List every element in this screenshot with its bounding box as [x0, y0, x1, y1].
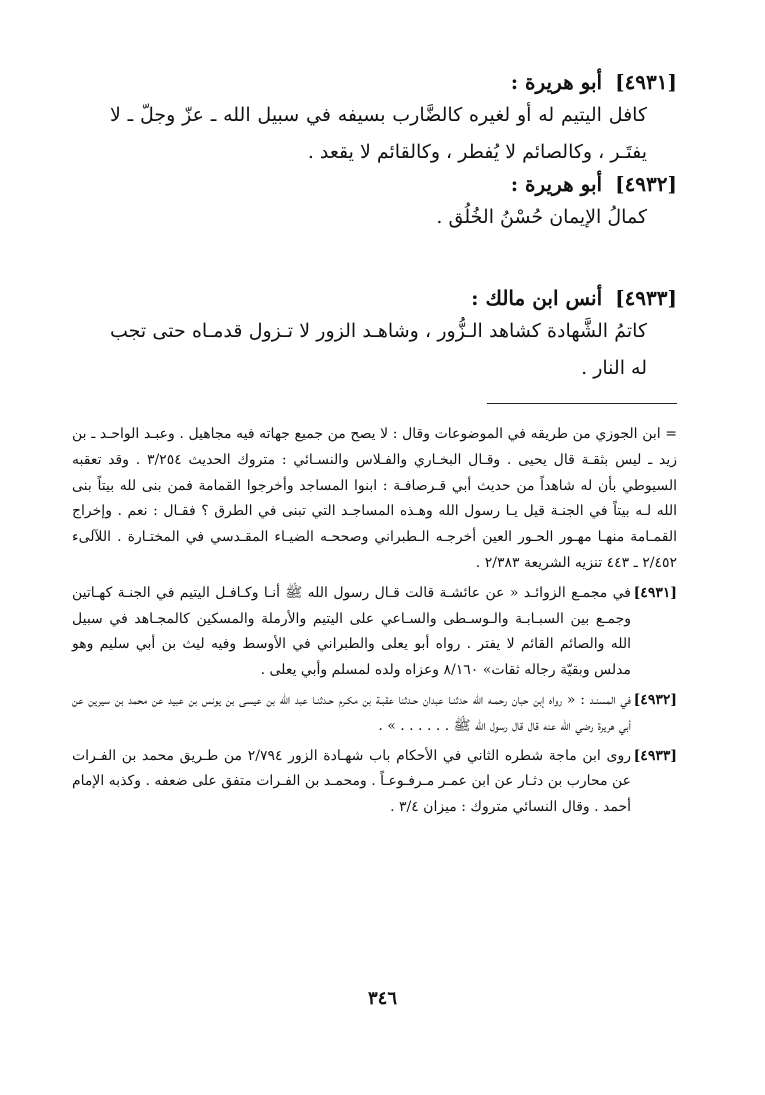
footnote-text: روى ابن ماجة شطره الثاني في الأحكام باب شهـادة الزور ٢/٧٩٤ من طـريق محمد بن الفـرات عن محارب بن دثـار عن ابن عمـر مـرفـوعـاً . ومحمـد بن الفـرات متفق على ضعفه . وكذبه الإمام أحمد . وقال النسائي متروك : ميزان ٣/٤ . [72, 747, 631, 816]
footnote-number: [٤٩٣١] [633, 584, 677, 601]
entry-narrator: أنس ابن مالك : [471, 286, 603, 310]
entry-number: [٤٩٣٣] [615, 286, 677, 310]
footnote-text: في المسنـد : « رواه إبن حبان رحمـه الله حدثنـا عبدان حـدثنا عقبـة بن مكـرم حـدثنـا عبد الله بن عيسى بن يونس بن عبيد عن محمد بن سيرين عن أبي هريرة رضي الله عنه قال قال رسول الله ﷺ . . . . . . » . [72, 691, 631, 734]
footnote-number: [٤٩٣٢] [633, 691, 677, 708]
entry-narrator: أبو هريرة : [510, 70, 603, 94]
entry-text: كافل اليتيم له أو لغيره كالضَّارب بسيفه في سبيل الله ـ عزّ وجلّ ـ لا يفتَـر ، وكالصائم لا يُفطر ، وكالقائم لا يقعد . [110, 104, 647, 163]
entry-text: كمالُ الإيمان حُسْنُ الخُلُق . [436, 206, 647, 228]
entry-heading [110, 67, 677, 97]
entry-narrator: أبو هريرة : [510, 172, 603, 196]
entry-number: [٤٩٣٢] [615, 172, 677, 196]
footnotes [72, 422, 677, 821]
footnote-continuation: = ابن الجوزي من طريقه في الموضوعات وقال : لا يصح من جميع جهاته فيه مجاهيل . وعبـد الواحـد ـ بن زيد ـ ليس بثقـة قال يحيى . وقـال البخـاري والفـلاس والنسـائي : متروك الحديث ٣/٢٥٤ . وقد تعقبه السيوطي بأن له شاهداً من حديث أبي قـرصافـة : ابنوا المساجد وأخرجوا القمامة فمن بنى لله بيتاً بنى الله لـه بيتاً في الجنـة قيل يـا رسول الله وهـذه المساجـد التي تبنى في الطرق ؟ فقـال : نعم . وإخراج القمـامة منهـا مهـور الحـور العين أخرجـه الـطبراني وصححـه الضيـاء المقـدسي في المختـارة . اللآلىء ٢/٤٥٢ ـ ٤٤٣ تنزيه الشريعة ٢/٣٨٣ . [72, 426, 677, 571]
hadith-entry-4933 [110, 283, 677, 387]
footnote-divider [487, 403, 677, 404]
footnote-4932 [72, 688, 677, 740]
footnote-4931 [72, 581, 677, 684]
footnote-text: في مجمـع الزوائـد « عن عائشـة قالت قـال رسول الله ﷺ أنـا وكـافـل اليتيم في الجنـة كهـاتين وجمـع بين السبـابـة والـوسـطى والسـاعي على اليتيم والأرملة والمسكين كالمجـاهد في سبيل الله والصائم القائم لا يفتر . رواه أبو يعلى والطبراني في الأوسط وفيه ليث بن أبي سليم وهو مدلس وبقيّة رجاله ثقات» ٨/١٦٠ وعزاه ولده لمسلم وأبي يعلى . [72, 584, 631, 679]
entry-heading [110, 169, 677, 199]
footnote-number: [٤٩٣٣] [633, 747, 677, 764]
page-number: ٣٤٦ [367, 988, 397, 1009]
entry-heading [110, 283, 677, 313]
entry-number: [٤٩٣١] [615, 70, 677, 94]
footnote-4933 [72, 744, 677, 821]
hadith-entry-4931 [110, 67, 677, 171]
entry-text: كاتمُ الشَّهادة كشاهد الـزُّور ، وشاهـد الزور لا تـزول قدمـاه حتى تجب له النار . [110, 320, 647, 379]
hadith-entry-4932 [110, 169, 677, 236]
